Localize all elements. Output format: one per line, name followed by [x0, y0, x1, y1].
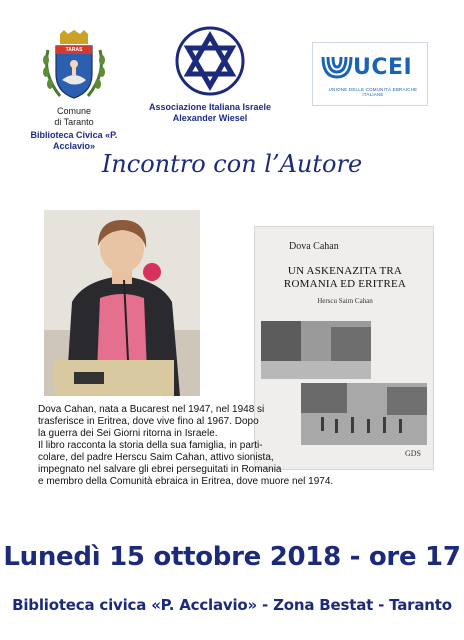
ucei-logo — [312, 42, 428, 106]
book-photo-1 — [261, 321, 371, 379]
description-line: la guerra dei Sei Giorni ritorna in Israele. — [38, 428, 218, 439]
description-line: trasferisce in Eritrea, dove vive fino al 1967. Dopo — [38, 416, 259, 427]
event-venue: Biblioteca civica «P. Acclavio» - Zona Bestat - Taranto — [12, 596, 452, 614]
book-subtitle: Herscu Saim Cahan — [317, 297, 373, 305]
ucei-subtitle: UNIONE DELLE COMUNITÀ EBRAICHE ITALIANE — [328, 87, 418, 97]
book-publisher: GDS — [405, 449, 422, 458]
ucei-logo-icon — [312, 42, 428, 106]
description-line: Dova Cahan, nata a Bucarest nel 1947, nel 1948 si — [38, 404, 265, 415]
comune-label: Comune — [56, 106, 92, 116]
city-label: di Taranto — [54, 117, 94, 127]
association-person: Alexander Wiesel — [172, 113, 248, 123]
page-title: Incontro con l’Autore — [101, 150, 363, 178]
event-date: Lunedì 15 ottobre 2018 - ore 17 — [3, 542, 461, 572]
description-line: Il libro racconta la storia della sua famiglia, in parti- — [38, 440, 263, 451]
association-name: Associazione Italiana Israele — [148, 102, 272, 112]
association-logo — [140, 26, 280, 124]
star-of-david-icon — [175, 26, 245, 96]
book-title-line-2: ROMANIA ED ERITREA — [283, 278, 407, 290]
coat-label: TARAS — [65, 47, 83, 53]
description-line: colare, del padre Herscu Saim Cahan, attivo sionista, — [38, 452, 274, 463]
description-line: impegnato nel salvare gli ebrei perseguitati in Romania — [38, 464, 282, 475]
book-title — [255, 265, 435, 291]
taranto-coat-of-arms-icon — [40, 30, 108, 104]
comune-taranto-logo — [14, 30, 134, 152]
book-author: Dova Cahan — [289, 241, 339, 252]
library-label: Biblioteca Civica «P. Acclavio» — [30, 130, 118, 151]
description-line: e membro della Comunità ebraica in Eritrea, dove muore nel 1974. — [38, 476, 334, 487]
description — [38, 404, 418, 488]
ucei-name: UCEI — [353, 55, 413, 80]
author-photo — [44, 210, 200, 396]
book-title-line-1: UN ASKENAZITA TRA — [287, 265, 403, 277]
